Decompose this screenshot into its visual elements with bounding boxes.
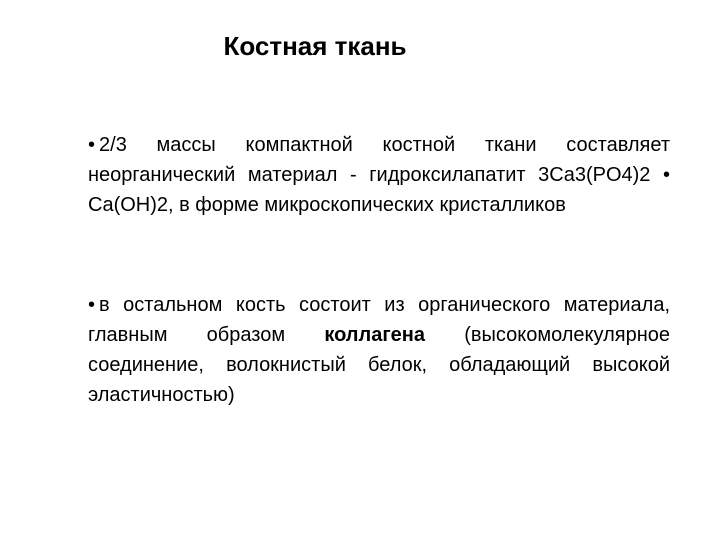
- bullet-marker: •: [88, 134, 96, 156]
- bullet-marker: •: [88, 294, 96, 316]
- bullet-text-bold: коллагена: [324, 324, 425, 346]
- bullet-text: 2/3 массы компактной костной ткани составляет неорганический материал - гидроксилапатит 3Ca3(PO4)2 • Ca(OH)2, в форме микроскопических кристалликов: [88, 134, 670, 216]
- bullet-text-after: (высокомолекулярное соединение, волокнистый белок, обладающий высокой эластичностью): [88, 324, 670, 406]
- bullet-item-mineral-composition: [88, 130, 670, 220]
- bullet-item-organic-composition: [88, 290, 670, 410]
- slide-title: Костная ткань: [223, 31, 407, 61]
- bullet-text-before: в остальном кость состоит из органического материала, главным образом: [88, 294, 670, 346]
- bullet-list: [88, 130, 670, 410]
